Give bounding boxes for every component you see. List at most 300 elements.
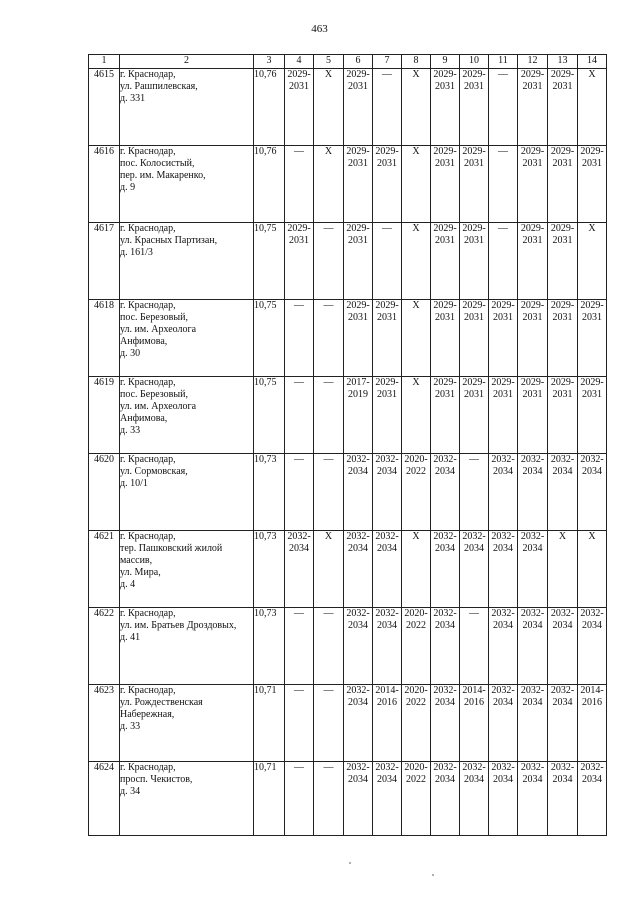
period-cell: [518, 531, 548, 608]
x-mark: X: [324, 146, 333, 157]
period-year: 2034: [522, 774, 543, 785]
dash-mark: —: [323, 685, 334, 696]
address-line: г. Краснодар,: [120, 762, 176, 773]
period-cell: [373, 685, 402, 762]
period-year: 2029-: [462, 377, 486, 388]
period-cell: [518, 146, 548, 223]
x-mark: X: [412, 69, 420, 80]
period-cell: [344, 146, 373, 223]
period-cell: [548, 608, 578, 685]
table-row: [89, 608, 607, 685]
period-cell: [431, 454, 460, 531]
period-year: 2029-: [433, 300, 457, 311]
period-year: 2031: [522, 389, 543, 400]
column-header-7: 7: [373, 55, 402, 69]
period-year: 2032-: [375, 608, 399, 619]
period-year: 2032-: [550, 454, 575, 465]
period-year: 2029-: [346, 300, 370, 311]
address-line: д. 4: [120, 579, 136, 590]
period-year: 2029-: [287, 69, 311, 80]
period-year: 2031: [552, 312, 573, 323]
period-cell: [344, 608, 373, 685]
period-year: 2031: [522, 158, 543, 169]
address-line: Анфимова,: [120, 336, 168, 347]
period-year: 2034: [582, 620, 602, 631]
x-mark: X: [588, 223, 596, 234]
period-year: 2032-: [491, 454, 515, 465]
empty-cell: [489, 69, 518, 146]
period-year: 2017-: [346, 377, 370, 388]
row-number: 4619: [89, 377, 120, 454]
column-header-1: 1: [89, 55, 120, 69]
period-cell: [518, 223, 548, 300]
x-mark: X: [558, 531, 567, 542]
period-year: 2031: [289, 235, 309, 246]
period-year: 2029-: [375, 146, 399, 157]
period-year: 2032-: [550, 685, 575, 696]
period-cell: [489, 685, 518, 762]
address-line: д. 33: [120, 721, 141, 732]
period-cell: [489, 300, 518, 377]
address-line: г. Краснодар,: [120, 531, 176, 542]
period-year: 2032-: [433, 685, 457, 696]
period-cell: [518, 454, 548, 531]
period-year: 2029-: [375, 300, 399, 311]
empty-cell: [373, 69, 402, 146]
dash-mark: —: [294, 454, 304, 465]
dash-mark: —: [294, 685, 304, 696]
dash-mark: —: [469, 608, 479, 619]
period-cell: [460, 69, 489, 146]
empty-cell: [314, 685, 344, 762]
period-cell: [578, 454, 607, 531]
period-year: 2032-: [287, 531, 311, 542]
period-year: 2031: [348, 81, 368, 92]
period-year: 2031: [435, 158, 455, 169]
column-header-9: 9: [431, 55, 460, 69]
period-cell: [518, 685, 548, 762]
dash-mark: —: [294, 146, 304, 157]
period-year: 2034: [493, 620, 513, 631]
period-cell: [344, 223, 373, 300]
period-year: 2022: [406, 620, 426, 631]
column-header-2: 2: [120, 55, 254, 69]
period-year: 2032-: [346, 454, 370, 465]
period-cell: [489, 608, 518, 685]
period-year: 2014-: [580, 685, 604, 696]
address-line: ул. Рашпилевская,: [120, 81, 198, 92]
period-year: 2029-: [375, 377, 399, 388]
period-year: 2031: [377, 158, 397, 169]
period-cell: [402, 454, 431, 531]
period-year: 2029-: [287, 223, 311, 234]
address-line: д. 331: [120, 93, 146, 104]
period-cell: [548, 762, 578, 836]
period-year: 2029-: [550, 146, 575, 157]
address-line: д. 41: [120, 632, 141, 643]
table-row: [89, 762, 607, 836]
dash-mark: —: [294, 300, 304, 311]
not-required-cell: [578, 223, 607, 300]
value-cell: 10,73: [254, 454, 285, 531]
period-cell: [431, 377, 460, 454]
address-line: тер. Пашковский жилой: [120, 543, 223, 554]
row-number: 4615: [89, 69, 120, 146]
period-year: 2031: [377, 312, 397, 323]
period-cell: [578, 685, 607, 762]
dash-mark: —: [382, 223, 392, 234]
address-cell: [120, 146, 254, 223]
not-required-cell: [578, 531, 607, 608]
not-required-cell: [314, 531, 344, 608]
period-year: 2031: [522, 312, 543, 323]
dash-mark: —: [469, 454, 479, 465]
empty-cell: [489, 223, 518, 300]
dash-mark: —: [498, 69, 508, 80]
period-cell: [548, 300, 578, 377]
period-year: 2014-: [375, 685, 399, 696]
not-required-cell: [578, 69, 607, 146]
dash-mark: —: [323, 762, 334, 773]
address-line: ул. Сормовская,: [120, 466, 188, 477]
period-year: 2031: [522, 81, 543, 92]
value-cell: 10,75: [254, 223, 285, 300]
period-cell: [431, 69, 460, 146]
period-cell: [373, 146, 402, 223]
empty-cell: [285, 377, 314, 454]
period-year: 2032-: [375, 454, 399, 465]
value-cell: 10,75: [254, 377, 285, 454]
address-line: просп. Чекистов,: [120, 774, 193, 785]
period-year: 2032-: [550, 762, 575, 773]
period-year: 2029-: [462, 69, 486, 80]
period-cell: [460, 223, 489, 300]
period-year: 2032-: [491, 685, 515, 696]
period-year: 2020-: [404, 762, 428, 773]
period-year: 2031: [464, 389, 484, 400]
empty-cell: [285, 300, 314, 377]
empty-cell: [314, 454, 344, 531]
period-cell: [460, 685, 489, 762]
period-year: 2031: [348, 235, 368, 246]
address-line: д. 33: [120, 425, 141, 436]
period-year: 2034: [348, 697, 368, 708]
period-year: 2029-: [520, 300, 545, 311]
period-year: 2034: [464, 543, 484, 554]
row-number: 4623: [89, 685, 120, 762]
period-cell: [344, 762, 373, 836]
period-cell: [548, 454, 578, 531]
period-year: 2034: [582, 774, 602, 785]
address-line: г. Краснодар,: [120, 377, 176, 388]
period-year: 2034: [377, 774, 397, 785]
period-year: 2034: [348, 543, 368, 554]
period-year: 2031: [348, 158, 368, 169]
period-year: 2034: [493, 697, 513, 708]
address-line: ул. Рождественская: [120, 697, 203, 708]
period-year: 2032-: [346, 685, 370, 696]
period-cell: [373, 762, 402, 836]
column-header-10: 10: [460, 55, 489, 69]
period-year: 2029-: [520, 146, 545, 157]
period-cell: [285, 531, 314, 608]
period-year: 2029-: [433, 146, 457, 157]
period-year: 2034: [289, 543, 309, 554]
period-year: 2031: [552, 389, 573, 400]
x-mark: X: [588, 531, 596, 542]
period-year: 2032-: [375, 531, 399, 542]
period-year: 2032-: [375, 762, 399, 773]
period-year: 2032-: [520, 685, 545, 696]
value-cell: 10,71: [254, 762, 285, 836]
address-line: ул. им. Археолога: [120, 401, 197, 412]
x-mark: X: [324, 69, 333, 80]
period-year: 2029-: [550, 377, 575, 388]
period-year: 2029-: [433, 223, 457, 234]
period-year: 2034: [348, 774, 368, 785]
address-line: г. Краснодар,: [120, 608, 176, 619]
page-number: 463: [311, 23, 328, 35]
table-row: [89, 69, 607, 146]
empty-cell: [285, 685, 314, 762]
period-year: 2031: [552, 235, 573, 246]
value-cell: 10,71: [254, 685, 285, 762]
address-line: Анфимова,: [120, 413, 168, 424]
period-year: 2031: [435, 312, 455, 323]
not-required-cell: [402, 377, 431, 454]
address-line: д. 9: [120, 182, 136, 193]
value-cell: 10,73: [254, 531, 285, 608]
x-mark: X: [412, 300, 420, 311]
period-year: 2032-: [346, 762, 370, 773]
x-mark: X: [412, 146, 420, 157]
period-year: 2032-: [550, 608, 575, 619]
period-year: 2031: [522, 235, 543, 246]
address-cell: [120, 531, 254, 608]
empty-cell: [314, 608, 344, 685]
period-cell: [460, 531, 489, 608]
address-line: г. Краснодар,: [120, 146, 176, 157]
column-header-8: 8: [402, 55, 431, 69]
period-cell: [431, 300, 460, 377]
period-year: 2019: [348, 389, 368, 400]
period-year: 2034: [377, 466, 397, 477]
period-year: 2031: [582, 389, 602, 400]
period-year: 2029-: [433, 69, 457, 80]
period-year: 2032-: [433, 762, 457, 773]
header-row: [89, 55, 607, 69]
period-year: 2032-: [491, 762, 515, 773]
scan-speck: [349, 862, 351, 864]
period-cell: [548, 223, 578, 300]
period-year: 2031: [493, 312, 513, 323]
period-year: 2020-: [404, 685, 428, 696]
column-header-11: 11: [489, 55, 518, 69]
period-year: 2032-: [433, 531, 457, 542]
period-cell: [431, 223, 460, 300]
period-cell: [518, 69, 548, 146]
column-header-3: 3: [254, 55, 285, 69]
period-year: 2016: [582, 697, 602, 708]
table-row: [89, 685, 607, 762]
period-year: 2031: [464, 81, 484, 92]
dash-mark: —: [323, 454, 334, 465]
dash-mark: —: [294, 762, 304, 773]
empty-cell: [314, 223, 344, 300]
period-year: 2029-: [520, 377, 545, 388]
period-year: 2029-: [580, 300, 604, 311]
address-line: ул. им. Археолога: [120, 324, 197, 335]
value-cell: 10,75: [254, 300, 285, 377]
period-year: 2031: [464, 158, 484, 169]
address-cell: [120, 454, 254, 531]
period-cell: [489, 762, 518, 836]
address-cell: [120, 377, 254, 454]
period-year: 2029-: [491, 300, 515, 311]
period-year: 2034: [493, 466, 513, 477]
table-body: [89, 69, 607, 836]
column-header-13: 13: [548, 55, 578, 69]
period-cell: [460, 377, 489, 454]
table-row: [89, 377, 607, 454]
not-required-cell: [402, 146, 431, 223]
address-line: ул. Мира,: [120, 567, 161, 578]
empty-cell: [314, 300, 344, 377]
row-number: 4618: [89, 300, 120, 377]
period-year: 2022: [406, 697, 426, 708]
period-cell: [578, 146, 607, 223]
address-cell: [120, 69, 254, 146]
period-year: 2029-: [580, 377, 604, 388]
period-year: 2029-: [550, 69, 575, 80]
empty-cell: [314, 762, 344, 836]
period-year: 2029-: [520, 223, 545, 234]
period-year: 2031: [552, 81, 573, 92]
column-header-12: 12: [518, 55, 548, 69]
period-year: 2031: [464, 235, 484, 246]
period-year: 2029-: [346, 146, 370, 157]
period-year: 2031: [493, 389, 513, 400]
column-header-6: 6: [344, 55, 373, 69]
period-cell: [373, 300, 402, 377]
column-header-4: 4: [285, 55, 314, 69]
period-cell: [518, 762, 548, 836]
empty-cell: [489, 146, 518, 223]
period-year: 2031: [552, 158, 573, 169]
row-number: 4616: [89, 146, 120, 223]
period-year: 2034: [377, 543, 397, 554]
period-cell: [489, 454, 518, 531]
empty-cell: [460, 454, 489, 531]
address-line: ул. им. Братьев Дроздовых,: [120, 620, 237, 631]
not-required-cell: [402, 223, 431, 300]
period-year: 2014-: [462, 685, 486, 696]
not-required-cell: [314, 146, 344, 223]
period-cell: [285, 223, 314, 300]
period-year: 2032-: [580, 608, 604, 619]
value-cell: 10,73: [254, 608, 285, 685]
period-cell: [344, 531, 373, 608]
period-cell: [344, 377, 373, 454]
period-cell: [518, 300, 548, 377]
period-cell: [489, 377, 518, 454]
period-year: 2031: [435, 235, 455, 246]
period-year: 2031: [377, 389, 397, 400]
period-cell: [431, 608, 460, 685]
table-row: [89, 300, 607, 377]
period-cell: [344, 69, 373, 146]
period-year: 2034: [552, 697, 573, 708]
period-year: 2034: [522, 466, 543, 477]
empty-cell: [285, 454, 314, 531]
period-year: 2032-: [462, 531, 486, 542]
period-year: 2029-: [550, 300, 575, 311]
address-line: пос. Березовый,: [120, 312, 188, 323]
period-cell: [548, 146, 578, 223]
dash-mark: —: [323, 300, 334, 311]
not-required-cell: [548, 531, 578, 608]
empty-cell: [285, 762, 314, 836]
address-line: г. Краснодар,: [120, 300, 176, 311]
period-cell: [373, 608, 402, 685]
x-mark: X: [412, 531, 420, 542]
address-line: г. Краснодар,: [120, 454, 176, 465]
period-year: 2029-: [550, 223, 575, 234]
period-year: 2016: [377, 697, 397, 708]
period-year: 2034: [493, 774, 513, 785]
period-year: 2034: [552, 466, 573, 477]
period-year: 2034: [522, 620, 543, 631]
dash-mark: —: [382, 69, 392, 80]
address-cell: [120, 685, 254, 762]
row-number: 4620: [89, 454, 120, 531]
period-year: 2034: [464, 774, 484, 785]
x-mark: X: [412, 223, 420, 234]
row-number: 4624: [89, 762, 120, 836]
period-year: 2029-: [462, 223, 486, 234]
period-cell: [518, 608, 548, 685]
period-year: 2034: [348, 620, 368, 631]
period-year: 2034: [435, 620, 455, 631]
period-year: 2034: [435, 774, 455, 785]
period-year: 2020-: [404, 454, 428, 465]
period-year: 2029-: [346, 69, 370, 80]
period-year: 2022: [406, 466, 426, 477]
period-cell: [373, 531, 402, 608]
period-year: 2016: [464, 697, 484, 708]
column-header-5: 5: [314, 55, 344, 69]
period-cell: [431, 146, 460, 223]
period-year: 2034: [493, 543, 513, 554]
period-year: 2034: [435, 543, 455, 554]
period-year: 2031: [582, 158, 602, 169]
x-mark: X: [412, 377, 420, 388]
dash-mark: —: [294, 377, 304, 388]
period-cell: [285, 69, 314, 146]
empty-cell: [314, 377, 344, 454]
table-row: [89, 223, 607, 300]
period-cell: [548, 69, 578, 146]
period-cell: [548, 377, 578, 454]
period-cell: [431, 762, 460, 836]
period-year: 2032-: [346, 608, 370, 619]
period-cell: [402, 762, 431, 836]
address-line: ул. Красных Партизан,: [120, 235, 218, 246]
column-header-14: 14: [578, 55, 607, 69]
table-row: [89, 146, 607, 223]
address-cell: [120, 762, 254, 836]
address-line: д. 30: [120, 348, 141, 359]
